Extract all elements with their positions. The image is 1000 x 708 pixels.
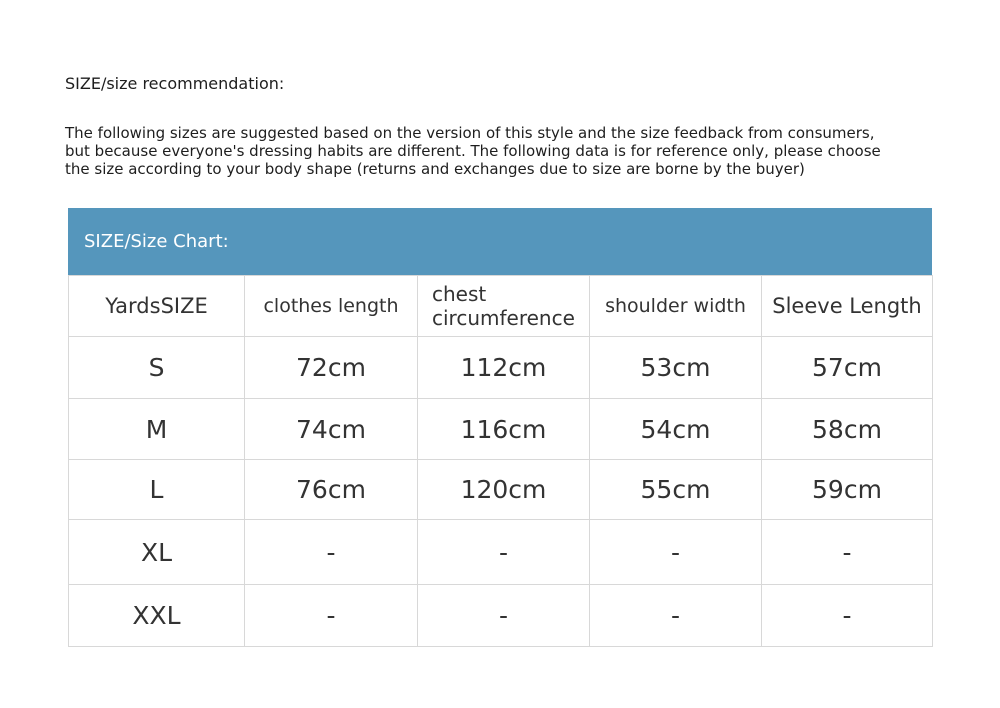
cell-shoulder: - bbox=[590, 585, 762, 647]
cell-shoulder: 53cm bbox=[590, 337, 762, 399]
cell-chest: 120cm bbox=[418, 460, 590, 520]
recommendation-title: SIZE/size recommendation: bbox=[65, 74, 285, 93]
cell-sleeve: 59cm bbox=[762, 460, 933, 520]
cell-sleeve: 57cm bbox=[762, 337, 933, 399]
table-header-row bbox=[69, 276, 933, 337]
cell-chest: 112cm bbox=[418, 337, 590, 399]
column-header-chest-line: chest bbox=[432, 282, 487, 306]
recommendation-note bbox=[65, 124, 945, 178]
cell-chest: - bbox=[418, 585, 590, 647]
column-header-sleeve-length: Sleeve Length bbox=[762, 276, 933, 337]
table-row bbox=[69, 337, 933, 399]
cell-sleeve: - bbox=[762, 520, 933, 585]
column-header-chest-circumference bbox=[418, 276, 590, 337]
column-header-shoulder-width: shoulder width bbox=[590, 276, 762, 337]
cell-shoulder: 55cm bbox=[590, 460, 762, 520]
cell-sleeve: - bbox=[762, 585, 933, 647]
cell-size: L bbox=[69, 460, 245, 520]
recommendation-note-line: The following sizes are suggested based on the version of this style and the size feedback from consumers, bbox=[65, 124, 875, 142]
cell-sleeve: 58cm bbox=[762, 399, 933, 460]
cell-size: S bbox=[69, 337, 245, 399]
cell-clothes-length: 76cm bbox=[245, 460, 418, 520]
cell-clothes-length: 72cm bbox=[245, 337, 418, 399]
cell-clothes-length: - bbox=[245, 520, 418, 585]
cell-shoulder: 54cm bbox=[590, 399, 762, 460]
column-header-clothes-length: clothes length bbox=[245, 276, 418, 337]
size-chart-header bbox=[68, 208, 932, 275]
cell-chest: 116cm bbox=[418, 399, 590, 460]
cell-clothes-length: 74cm bbox=[245, 399, 418, 460]
size-table bbox=[68, 275, 933, 647]
recommendation-note-line: but because everyone's dressing habits are different. The following data is for reference only, please choose bbox=[65, 142, 881, 160]
size-chart bbox=[68, 208, 932, 647]
cell-shoulder: - bbox=[590, 520, 762, 585]
cell-size: XXL bbox=[69, 585, 245, 647]
table-row bbox=[69, 520, 933, 585]
column-header-chest-line: circumference bbox=[432, 306, 575, 330]
column-header-size: YardsSIZE bbox=[69, 276, 245, 337]
recommendation-note-line: the size according to your body shape (returns and exchanges due to size are borne by the buyer) bbox=[65, 160, 805, 178]
table-row bbox=[69, 399, 933, 460]
table-row bbox=[69, 460, 933, 520]
table-row bbox=[69, 585, 933, 647]
cell-size: XL bbox=[69, 520, 245, 585]
cell-clothes-length: - bbox=[245, 585, 418, 647]
cell-size: M bbox=[69, 399, 245, 460]
size-chart-title: SIZE/Size Chart: bbox=[84, 231, 229, 252]
cell-chest: - bbox=[418, 520, 590, 585]
